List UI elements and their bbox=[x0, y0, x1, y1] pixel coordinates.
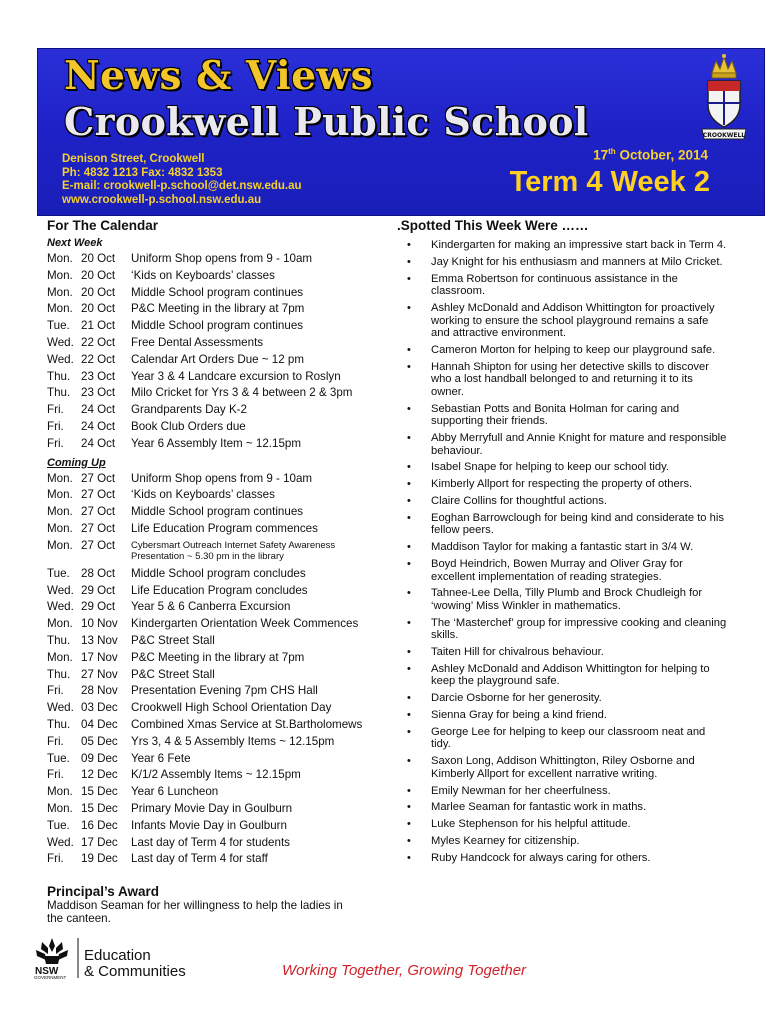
event-day: Tue. bbox=[47, 566, 70, 580]
event-day: Fri. bbox=[47, 436, 64, 450]
issue-date: 17th October, 2014 bbox=[593, 147, 708, 163]
calendar-event bbox=[47, 352, 387, 369]
calendar-event bbox=[47, 436, 387, 453]
event-desc: Year 6 Luncheon bbox=[131, 785, 219, 799]
event-date: 29 Oct bbox=[81, 583, 116, 597]
event-date: 05 Dec bbox=[81, 734, 118, 748]
spotted-item: • Boyd Heindrich, Bowen Murray and Oliver Gray for excellent implementation of reading strategies. bbox=[397, 558, 727, 583]
event-desc: Middle School program continues bbox=[131, 285, 304, 299]
nsw-education-logo bbox=[30, 934, 210, 980]
school-contact bbox=[62, 153, 302, 207]
event-day: Wed. bbox=[47, 335, 74, 349]
event-date: 21 Oct bbox=[81, 319, 116, 333]
event-day: Mon. bbox=[47, 268, 73, 282]
email: E-mail: crookwell-p.school@det.nsw.edu.au bbox=[62, 180, 302, 192]
event-day: Wed. bbox=[47, 835, 74, 849]
event-day: Mon. bbox=[47, 252, 73, 265]
event-date: 27 Oct bbox=[81, 538, 116, 552]
event-date: 22 Oct bbox=[81, 335, 116, 349]
event-desc: Middle School program concludes bbox=[131, 566, 306, 580]
coming-up-list bbox=[47, 471, 387, 869]
svg-text:CROOKWELL: CROOKWELL bbox=[702, 132, 746, 139]
spotted-item: • The ‘Masterchef’ group for impressive cooking and cleaning skills. bbox=[397, 617, 727, 642]
principals-award-text: Maddison Seaman for her willingness to help the ladies in the canteen. bbox=[47, 899, 343, 926]
event-desc: ‘Kids on Keyboards’ classes bbox=[131, 488, 275, 502]
calendar-event bbox=[47, 835, 387, 852]
event-desc: P&C Street Stall bbox=[131, 667, 215, 681]
event-date: 23 Oct bbox=[81, 369, 116, 383]
waratah-icon bbox=[36, 938, 68, 964]
svg-text:NSW: NSW bbox=[35, 966, 59, 977]
event-date: 28 Nov bbox=[81, 684, 118, 698]
event-desc: Last day of Term 4 for students bbox=[131, 835, 290, 849]
event-desc: Cybersmart Outreach Internet Safety Awareness Presentation ~ 5.30 pm in the library bbox=[131, 539, 336, 562]
calendar-event bbox=[47, 301, 387, 318]
event-day: Tue. bbox=[47, 751, 70, 765]
event-desc: Grandparents Day K-2 bbox=[131, 403, 247, 417]
event-day: Mon. bbox=[47, 785, 73, 799]
calendar-event bbox=[47, 268, 387, 285]
event-day: Mon. bbox=[47, 505, 73, 519]
event-day: Tue. bbox=[47, 319, 70, 333]
newsletter-title: News & Views bbox=[64, 53, 374, 99]
event-date: 27 Nov bbox=[81, 667, 118, 681]
event-date: 17 Dec bbox=[81, 835, 118, 849]
event-desc: P&C Meeting in the library at 7pm bbox=[131, 650, 305, 664]
event-date: 03 Dec bbox=[81, 701, 118, 715]
event-date: 10 Nov bbox=[81, 617, 118, 631]
event-day: Mon. bbox=[47, 801, 73, 815]
calendar-event bbox=[47, 251, 387, 268]
event-day: Mon. bbox=[47, 650, 73, 664]
calendar-event bbox=[47, 521, 387, 538]
spotted-item: • Sienna Gray for being a kind friend. bbox=[397, 709, 727, 722]
event-day: Fri. bbox=[47, 403, 64, 417]
event-date: 19 Dec bbox=[81, 852, 118, 866]
calendar-heading: For The Calendar bbox=[47, 218, 159, 233]
website: www.crookwell-p.school.nsw.edu.au bbox=[62, 193, 262, 206]
calendar-event bbox=[47, 633, 387, 650]
term-week: Term 4 Week 2 bbox=[509, 166, 710, 198]
next-week-label: Next Week bbox=[47, 237, 103, 249]
event-desc: Free Dental Assessments bbox=[131, 335, 264, 349]
event-day: Mon. bbox=[47, 617, 73, 631]
spotted-item: • Claire Collins for thoughtful actions. bbox=[397, 495, 727, 508]
event-day: Mon. bbox=[47, 471, 73, 485]
event-day: Thu. bbox=[47, 667, 71, 681]
calendar-event bbox=[47, 751, 387, 768]
event-desc: Milo Cricket for Yrs 3 & 4 between 2 & 3pm bbox=[131, 386, 353, 400]
spotted-item: • Saxon Long, Addison Whittington, Riley Osborne and Kimberly Allport for excellent narrative writing. bbox=[397, 755, 727, 780]
event-desc: Book Club Orders due bbox=[131, 419, 246, 433]
spotted-item: • Sebastian Potts and Bonita Holman for caring and supporting their friends. bbox=[397, 403, 727, 428]
spotted-column bbox=[397, 218, 727, 868]
spotted-item: • Jay Knight for his enthusiasm and manners at Milo Cricket. bbox=[397, 256, 727, 269]
spotted-item: • Emma Robertson for continuous assistance in the classroom. bbox=[397, 273, 727, 298]
event-desc: Kindergarten Orientation Week Commences bbox=[131, 617, 359, 631]
event-date: 20 Oct bbox=[81, 285, 116, 299]
event-date: 27 Oct bbox=[81, 471, 116, 485]
event-day: Mon. bbox=[47, 538, 73, 552]
calendar-event bbox=[47, 285, 387, 302]
spotted-item: • Abby Merryfull and Annie Knight for mature and responsible behaviour. bbox=[397, 432, 727, 457]
coming-up-label: Coming Up bbox=[47, 456, 106, 469]
event-date: 24 Oct bbox=[81, 419, 116, 433]
event-desc: Primary Movie Day in Goulburn bbox=[131, 801, 293, 815]
phone-fax: Ph: 4832 1213 Fax: 4832 1353 bbox=[62, 166, 223, 179]
school-crest-icon bbox=[698, 53, 750, 145]
spotted-heading: .Spotted This Week Were …… bbox=[397, 218, 589, 233]
event-day: Fri. bbox=[47, 684, 64, 698]
spotted-item: • George Lee for helping to keep our classroom neat and tidy. bbox=[397, 726, 727, 751]
calendar-event bbox=[47, 767, 387, 784]
calendar-event bbox=[47, 734, 387, 751]
calendar-event bbox=[47, 801, 387, 818]
event-desc: Uniform Shop opens from 9 - 10am bbox=[131, 471, 313, 485]
school-name: Crookwell Public School bbox=[64, 99, 589, 144]
event-day: Mon. bbox=[47, 302, 73, 316]
calendar-event bbox=[47, 504, 387, 521]
svg-text:& Communities: & Communities bbox=[84, 963, 186, 980]
event-day: Wed. bbox=[47, 600, 74, 614]
event-date: 22 Oct bbox=[81, 352, 116, 366]
event-day: Thu. bbox=[47, 717, 71, 731]
event-date: 27 Oct bbox=[81, 521, 116, 535]
event-desc: Middle School program continues bbox=[131, 505, 304, 519]
event-desc: Life Education Program commences bbox=[131, 521, 318, 535]
event-desc: Presentation Evening 7pm CHS Hall bbox=[131, 684, 318, 698]
event-desc: Yrs 3, 4 & 5 Assembly Items ~ 12.15pm bbox=[131, 734, 335, 748]
spotted-item: • Maddison Taylor for making a fantastic start in 3/4 W. bbox=[397, 541, 727, 554]
svg-text:GOVERNMENT: GOVERNMENT bbox=[34, 975, 67, 980]
event-date: 29 Oct bbox=[81, 600, 116, 614]
calendar-event bbox=[47, 599, 387, 616]
event-day: Mon. bbox=[47, 488, 73, 502]
calendar-event bbox=[47, 667, 387, 684]
event-date: 17 Nov bbox=[81, 650, 118, 664]
event-date: 23 Oct bbox=[81, 386, 116, 400]
calendar-event bbox=[47, 335, 387, 352]
event-day: Mon. bbox=[47, 521, 73, 535]
event-date: 09 Dec bbox=[81, 751, 118, 765]
event-date: 28 Oct bbox=[81, 566, 116, 580]
event-date: 20 Oct bbox=[81, 302, 116, 316]
spotted-item: • Luke Stephenson for his helpful attitude. bbox=[397, 818, 727, 831]
principals-award-heading: Principal’s Award bbox=[47, 884, 160, 900]
event-date: 04 Dec bbox=[81, 717, 118, 731]
calendar-event bbox=[47, 616, 387, 633]
event-desc: Middle School program continues bbox=[131, 319, 304, 333]
calendar-event bbox=[47, 402, 387, 419]
calendar-event bbox=[47, 700, 387, 717]
calendar-event bbox=[47, 818, 387, 835]
calendar-event bbox=[47, 538, 387, 566]
calendar-event bbox=[47, 369, 387, 386]
event-day: Thu. bbox=[47, 369, 71, 383]
svg-text:Education: Education bbox=[84, 947, 151, 964]
event-desc: Combined Xmas Service at St.Bartholomews bbox=[131, 717, 363, 731]
calendar-event bbox=[47, 851, 387, 868]
event-date: 16 Dec bbox=[81, 818, 118, 832]
calendar-event bbox=[47, 583, 387, 600]
calendar-column bbox=[47, 218, 387, 925]
event-desc: P&C Street Stall bbox=[131, 633, 215, 647]
calendar-event bbox=[47, 784, 387, 801]
spotted-item: • Taiten Hill for chivalrous behaviour. bbox=[397, 646, 727, 659]
event-day: Wed. bbox=[47, 352, 74, 366]
event-day: Tue. bbox=[47, 818, 70, 832]
spotted-item: • Darcie Osborne for her generosity. bbox=[397, 692, 727, 705]
event-desc: Calendar Art Orders Due ~ 12 pm bbox=[131, 352, 305, 366]
spotted-item: • Kindergarten for making an impressive start back in Term 4. bbox=[397, 239, 727, 252]
spotted-item: • Myles Kearney for citizenship. bbox=[397, 835, 727, 848]
event-date: 27 Oct bbox=[81, 488, 116, 502]
event-date: 27 Oct bbox=[81, 505, 116, 519]
event-desc: Infants Movie Day in Goulburn bbox=[131, 818, 287, 832]
calendar-event bbox=[47, 318, 387, 335]
school-motto: Working Together, Growing Together bbox=[282, 962, 527, 979]
spotted-item: • Marlee Seaman for fantastic work in maths. bbox=[397, 801, 727, 814]
event-day: Thu. bbox=[47, 386, 71, 400]
event-day: Mon. bbox=[47, 285, 73, 299]
event-day: Fri. bbox=[47, 419, 64, 433]
event-day: Fri. bbox=[47, 768, 64, 782]
event-date: 24 Oct bbox=[81, 403, 116, 417]
event-date: 13 Nov bbox=[81, 633, 118, 647]
calendar-event bbox=[47, 471, 387, 488]
spotted-item: • Cameron Morton for helping to keep our playground safe. bbox=[397, 344, 727, 357]
masthead bbox=[37, 48, 765, 216]
spotted-item: • Kimberly Allport for respecting the property of others. bbox=[397, 478, 727, 491]
event-date: 24 Oct bbox=[81, 436, 116, 450]
spotted-item: • Ashley McDonald and Addison Whittington for helping to keep the playground safe. bbox=[397, 663, 727, 688]
calendar-event bbox=[47, 385, 387, 402]
calendar-event bbox=[47, 717, 387, 734]
spotted-item: • Ruby Handcock for always caring for others. bbox=[397, 852, 727, 865]
event-desc: ‘Kids on Keyboards’ classes bbox=[131, 268, 275, 282]
event-desc: Year 3 & 4 Landcare excursion to Roslyn bbox=[131, 369, 341, 383]
event-desc: Crookwell High School Orientation Day bbox=[131, 701, 332, 715]
event-day: Fri. bbox=[47, 852, 64, 866]
calendar-event bbox=[47, 566, 387, 583]
event-date: 15 Dec bbox=[81, 785, 118, 799]
next-week-list bbox=[47, 251, 387, 453]
spotted-item: • Hannah Shipton for using her detective skills to discover who a lost handball belonged to and returning it to its owner. bbox=[397, 361, 727, 399]
calendar-event bbox=[47, 683, 387, 700]
address: Denison Street, Crookwell bbox=[62, 153, 205, 165]
calendar-event bbox=[47, 650, 387, 667]
spotted-list bbox=[397, 239, 727, 864]
event-desc: Year 5 & 6 Canberra Excursion bbox=[131, 600, 291, 614]
calendar-event bbox=[47, 419, 387, 436]
spotted-item: • Ashley McDonald and Addison Whittington for proactively working to ensure the school playground remains a safe and attractive environment. bbox=[397, 302, 727, 340]
event-day: Wed. bbox=[47, 701, 74, 715]
event-day: Wed. bbox=[47, 583, 74, 597]
spotted-item: • Eoghan Barrowclough for being kind and considerate to his fellow peers. bbox=[397, 512, 727, 537]
event-desc: Last day of Term 4 for staff bbox=[131, 852, 268, 866]
event-desc: K/1/2 Assembly Items ~ 12.15pm bbox=[131, 768, 301, 782]
event-date: 20 Oct bbox=[81, 252, 116, 265]
event-desc: Year 6 Assembly Item ~ 12.15pm bbox=[131, 436, 302, 450]
event-date: 20 Oct bbox=[81, 268, 116, 282]
event-desc: Uniform Shop opens from 9 - 10am bbox=[131, 252, 313, 265]
spotted-item: • Isabel Snape for helping to keep our school tidy. bbox=[397, 461, 727, 474]
event-desc: Year 6 Fete bbox=[131, 751, 191, 765]
event-day: Thu. bbox=[47, 633, 71, 647]
event-day: Fri. bbox=[47, 734, 64, 748]
spotted-item: • Emily Newman for her cheerfulness. bbox=[397, 785, 727, 798]
event-desc: Life Education Program concludes bbox=[131, 583, 308, 597]
event-date: 12 Dec bbox=[81, 768, 118, 782]
spotted-item: • Tahnee-Lee Della, Tilly Plumb and Brock Chudleigh for ‘wowing’ Miss Winkler in mathematics. bbox=[397, 587, 727, 612]
calendar-event bbox=[47, 487, 387, 504]
event-desc: P&C Meeting in the library at 7pm bbox=[131, 302, 305, 316]
event-date: 15 Dec bbox=[81, 801, 118, 815]
